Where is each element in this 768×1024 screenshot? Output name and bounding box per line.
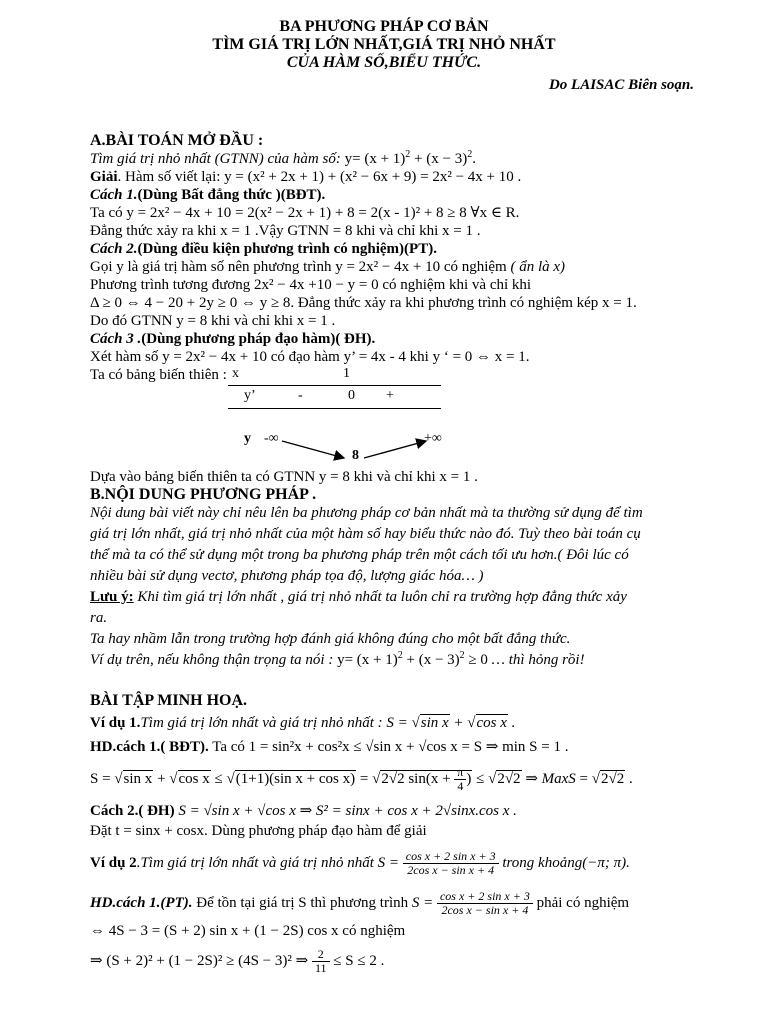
note-line1 [90, 588, 627, 606]
vt-y-left: -∞ [264, 431, 279, 446]
vt-y-min: 8 [352, 448, 359, 463]
vt-yp-label: y’ [244, 388, 256, 403]
note-text1: Khi tìm giá trị lớn nhất , giá trị nhỏ nhất ta luôn chỉ ra trường hợp đẳng thức xảy [133, 589, 627, 605]
hd2-tail: phải có nghiệm [536, 894, 630, 911]
doc-title-line3: CỦA HÀM SỐ,BIỂU THỨC. [286, 54, 482, 71]
cach1-label: Cách 1. [90, 187, 138, 203]
author-line: Do LAISAC Biên soạn. [548, 77, 694, 93]
cach2-line1-note: ( ẩn là x) [510, 259, 566, 275]
hd2-label: HD.cách 1.(PT). [90, 894, 193, 911]
hd2-line: HD.cách 1.(PT). Để tồn tại giá trị S thì phương trình S = $\frac{\text{cos x + 2 sin x + 3}}{\text{2cos x − sin x + 4}}$ phải có nghiệm [90, 889, 630, 917]
vt-yp-right: + [386, 388, 394, 403]
c2-label: Cách 2.( ĐH) [90, 803, 175, 819]
section-b-p1: Nội dung bài viết này chỉ nêu lên ba phương pháp cơ bản nhất mà ta thường sử dụng để tìm [90, 505, 643, 521]
cach3-line3: Dựa vào bảng biến thiên ta có GTNN y = 8 khi và chỉ khi x = 1 . [90, 469, 478, 485]
examples-heading: BÀI TẬP MINH HOẠ. [90, 692, 248, 709]
ex2-label: Ví dụ 2 [90, 854, 137, 871]
vt-y-label: y [244, 431, 251, 446]
vt-x-label: x [232, 366, 239, 381]
doc-title-line1: BA PHƯƠNG PHÁP CƠ BẢN [279, 18, 489, 35]
problem-text: Tìm giá trị nhỏ nhất (GTNN) của hàm số: [90, 151, 341, 167]
problem-formula: $y= (x + 1)^2 + (x - 3)^2$. [344, 149, 476, 167]
vt-arrow-down [282, 441, 344, 458]
vt-y-right: +∞ [424, 431, 442, 446]
ex1-text: Tìm giá trị lớn nhất và giá trị nhỏ nhất : [140, 715, 383, 731]
ex1-line [90, 714, 515, 732]
giai-label: Giải [90, 169, 118, 185]
vt-yp-zero: 0 [348, 388, 355, 403]
section-b-heading: B.NỘI DUNG PHƯƠNG PHÁP . [90, 486, 317, 503]
note-line4 [90, 651, 585, 669]
hd2-text: Để tồn tại giá trị S thì phương trình [192, 894, 409, 911]
cach3-title: (Dùng phương pháp đạo hàm)( ĐH). [141, 331, 376, 347]
hd1-label: HD.cách 1.( BĐT). [90, 739, 209, 755]
hd2-final-text: ⇒ (S + 2)² + (1 − 2S)² ≥ (4S − 3)² ⇒ [90, 952, 309, 969]
cach3-line2: Ta có bảng biến thiên : [90, 367, 227, 383]
ex2-domain: trong khoảng(−π; π). [502, 854, 630, 871]
ex2-line: Ví dụ 2.Tìm giá trị lớn nhất và giá trị nhỏ nhất S = $\frac{\text{cos x + 2 sin x + 3}}{\text{2cos x − sin x + 4}}$ trong khoảng(−π; π). [90, 849, 630, 877]
ex1-formula: S = √sin x + √cos x . [386, 715, 516, 731]
c2-line2: Đặt t = sinx + cosx. Dùng phương pháp đạo hàm để giải [90, 823, 427, 839]
hd2-equiv: ⇔ 4S − 3 = (S + 2) sin x + (1 − 2S) cos x có nghiệm [90, 923, 406, 939]
note-label: Lưu ý: [90, 589, 134, 605]
giai-text: . Hàm số viết lại: y = (x² + 2x + 1) + (x² − 6x + 9) = 2x² − 4x + 10 . [117, 169, 522, 185]
ex1-label: Ví dụ 1. [90, 715, 141, 731]
vt-arrows [0, 0, 768, 480]
c2-line [90, 802, 517, 820]
ex2-text: .Tìm giá trị lớn nhất và giá trị nhỏ nhất [136, 854, 374, 871]
doc-title-line2: TÌM GIÁ TRỊ LỚN NHẤT,GIÁ TRỊ NHỎ NHẤT [212, 36, 556, 53]
cach2-line2: Phương trình tương đương 2x² − 4x +10 − y = 0 có nghiệm khi và chỉ khi [90, 277, 532, 293]
section-b-p3: thể mà ta có thể sử dụng một trong ba phương pháp trên một cách tối ưu hơn.( Đôi lúc có [90, 547, 629, 563]
c2-text: S = √sin x + √cos x ⇒ S² = sinx + cos x + 2√sinx.cos x . [178, 803, 517, 819]
note-formula: $y= (x + 1)^2 + (x - 3)^2 \ge 0$ [337, 650, 488, 668]
cach2-title: (Dùng điều kiện phương trình có nghiệm)(PT). [137, 241, 437, 257]
cach2-line4: Do đó GTNN y = 8 khi và chỉ khi x = 1 . [90, 313, 336, 329]
hd1-text: Ta có 1 = sin²x + cos²x ≤ √sin x + √cos x = S ⇒ min S = 1 . [208, 739, 569, 755]
note-line2: ra. [90, 610, 108, 626]
section-a-heading: A.BÀI TOÁN MỞ ĐẦU : [90, 132, 264, 149]
cach2-label: Cách 2. [90, 241, 138, 257]
cach1-line2: Đẳng thức xảy ra khi x = 1 .Vậy GTNN = 8 khi và chỉ khi x = 1 . [90, 223, 481, 239]
cach1-line1: Ta có y = 2x² − 4x + 10 = 2(x² − 2x + 1) + 8 = 2(x - 1)² + 8 ≥ 8 ∀x ∈ R. [90, 205, 520, 221]
cach3-line1: Xét hàm số y = 2x² − 4x + 10 có đạo hàm y’ = 4x - 4 khi y ‘ = 0 ⇔ x = 1. [90, 349, 530, 365]
cach2-line1-text: Gọi y là giá trị hàm số nên phương trình y = 2x² − 4x + 10 có nghiệm [90, 259, 507, 275]
hd1-inequality: S = √sin x + √cos x ≤ √(1+1)(sin x + cos x) = √2√2 sin(x + $\frac{\pi}{4}$ ) ≤ √2√2 ⇒ MaxS = √2√2 . [90, 765, 633, 793]
hd2-final: ⇒ (S + 2)² + (1 − 2S)² ≥ (4S − 3)² ⇒ $\frac{2}{11}$ ≤ S ≤ 2 . [90, 947, 385, 975]
note-tail: … thì hỏng rồi! [487, 652, 585, 668]
section-b-p2: giá trị lớn nhất, giá trị nhỏ nhất của một hàm số hay biểu thức nào đó. Tuỳ theo bài toán cụ [90, 526, 641, 542]
note-text4: Ví dụ trên, nếu không thận trọng ta nói : [90, 652, 334, 668]
cach2-line3: Δ ≥ 0 ⇔ 4 − 20 + 2y ≥ 0 ⇔ y ≥ 8. Đẳng thức xảy ra khi phương trình có nghiệm kép x = 1. [90, 295, 637, 311]
hd1-line [90, 738, 569, 756]
vt-yp-left: - [298, 388, 303, 403]
vt-arrow-up [364, 441, 426, 458]
cach3-label: Cách 3 . [90, 331, 142, 347]
section-b-p4: nhiều bài sử dụng vectơ, phương pháp tọa độ, lượng giác hóa… ) [90, 568, 484, 584]
cach1-title: (Dùng Bất đẳng thức )(BĐT). [137, 187, 326, 203]
note-line3: Ta hay nhầm lẫn trong trường hợp đánh giá không đúng cho một bất đẳng thức. [90, 631, 571, 647]
vt-x-value: 1 [343, 366, 350, 381]
